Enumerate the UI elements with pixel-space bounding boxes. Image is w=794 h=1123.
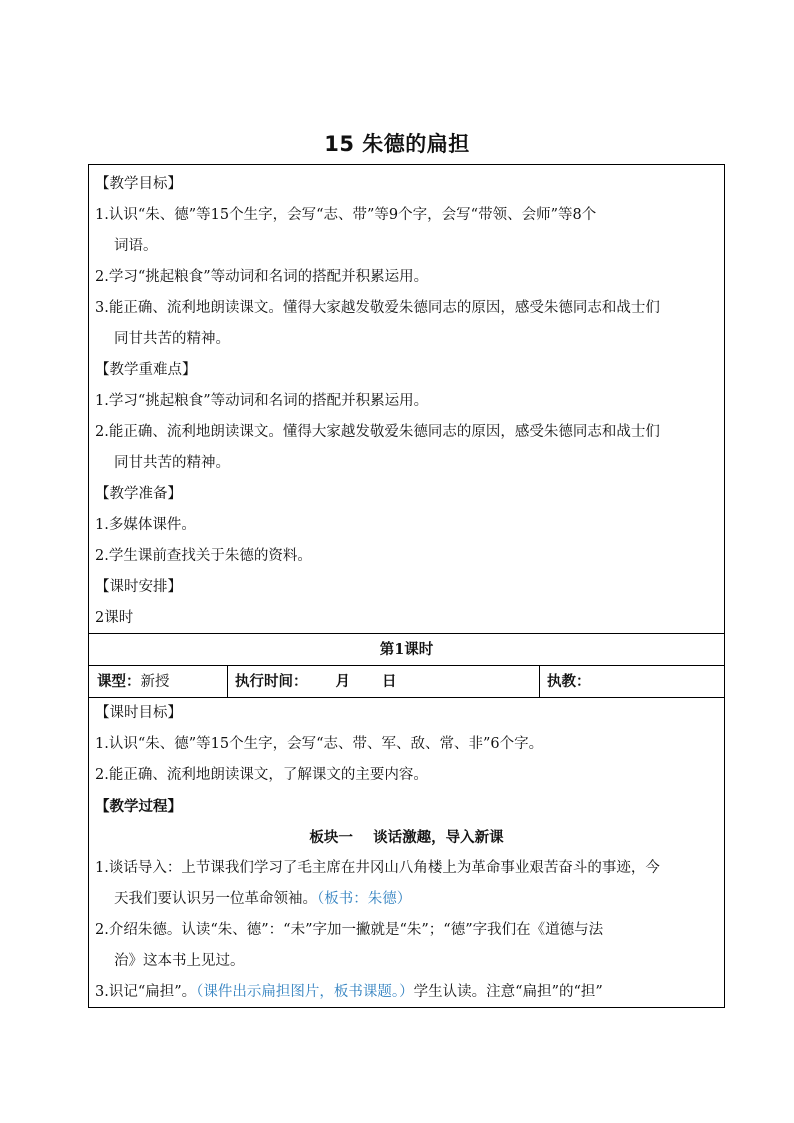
process-header: 【教学过程】 [95,798,182,815]
process-step-1-text: 天我们要认识另一位革命领袖。 [114,891,317,907]
process-step-3 [95,977,718,1008]
board-note: （板书：朱德） [317,891,412,907]
block1-title: 板块一 谈话激趣，导入新课 [309,829,504,846]
objective-2: 2.学习“挑起粮食”等动词和名词的搭配并积累运用。 [95,269,429,285]
key-points-header: 【教学重难点】 [95,362,197,378]
key-point-2-cont: 同甘共苦的精神。 [114,455,230,471]
page-title: 15 朱德的扁担 [324,132,470,156]
objective-3: 3.能正确、流利地朗读课文。懂得大家越发敬爱朱德同志的原因，感受朱德同志和战士们 [95,300,660,316]
process-step-3-text: 3.识记“扁担”。 [95,984,197,1000]
courseware-note: （课件出示扁担图片，板书课题。） [196,984,414,1000]
preparation-2: 2.学生课前查找关于朱德的资料。 [95,548,312,564]
lesson-plan-table [88,164,725,1008]
process-step-3-text-end: 学生认读。注意“扁担”的“担” [413,984,603,1000]
schedule-header: 【课时安排】 [95,579,182,595]
cell-divider [227,666,228,697]
preparation-header: 【教学准备】 [95,486,182,502]
objectives-header: 【教学目标】 [95,176,182,192]
objective-1: 1.认识“朱、德”等15个生字，会写“志、带”等9个字，会写“带领、会师”等8个 [95,207,597,223]
lesson-goal-1: 1.认识“朱、德”等15个生字，会写“志、带、军、敌、常、非”6个字。 [95,736,544,752]
lesson-type-label: 课型： [97,673,141,690]
preparation-1: 1.多媒体课件。 [95,517,196,533]
execution-time-label: 执行时间： [235,673,308,690]
objective-3-cont: 同甘共苦的精神。 [114,331,230,347]
key-point-2: 2.能正确、流利地朗读课文。懂得大家越发敬爱朱德同志的原因，感受朱德同志和战士们 [95,424,660,440]
process-step-1: 1.谈话导入：上节课我们学习了毛主席在井冈山八角楼上为革命事业艰苦奋斗的事迹，今 [95,860,660,876]
execution-time [235,666,397,697]
lesson-heading: 第1课时 [379,641,434,658]
teacher-label: 执教： [547,673,591,690]
month-label: 月 [335,673,350,690]
lesson-info-row [89,666,724,697]
process-step-1-cont [114,884,718,915]
process-step-2-cont: 治》这本书上见过。 [114,953,245,969]
lesson-type-value: 新授 [140,674,170,690]
lesson-goal-2: 2.能正确、流利地朗读课文，了解课文的主要内容。 [95,767,428,783]
day-label: 日 [382,673,397,690]
schedule-value: 2课时 [95,610,134,626]
process-step-2: 2.介绍朱德。认读“朱、德”：“未”字加一撇就是“朱”；“德”字我们在《道德与法 [95,922,604,938]
key-point-1: 1.学习“挑起粮食”等动词和名词的搭配并积累运用。 [95,393,429,409]
cell-divider [539,666,540,697]
objective-1-cont: 词语。 [114,238,158,254]
lesson-goals-header: 【课时目标】 [95,705,182,721]
lesson-type [97,666,170,697]
